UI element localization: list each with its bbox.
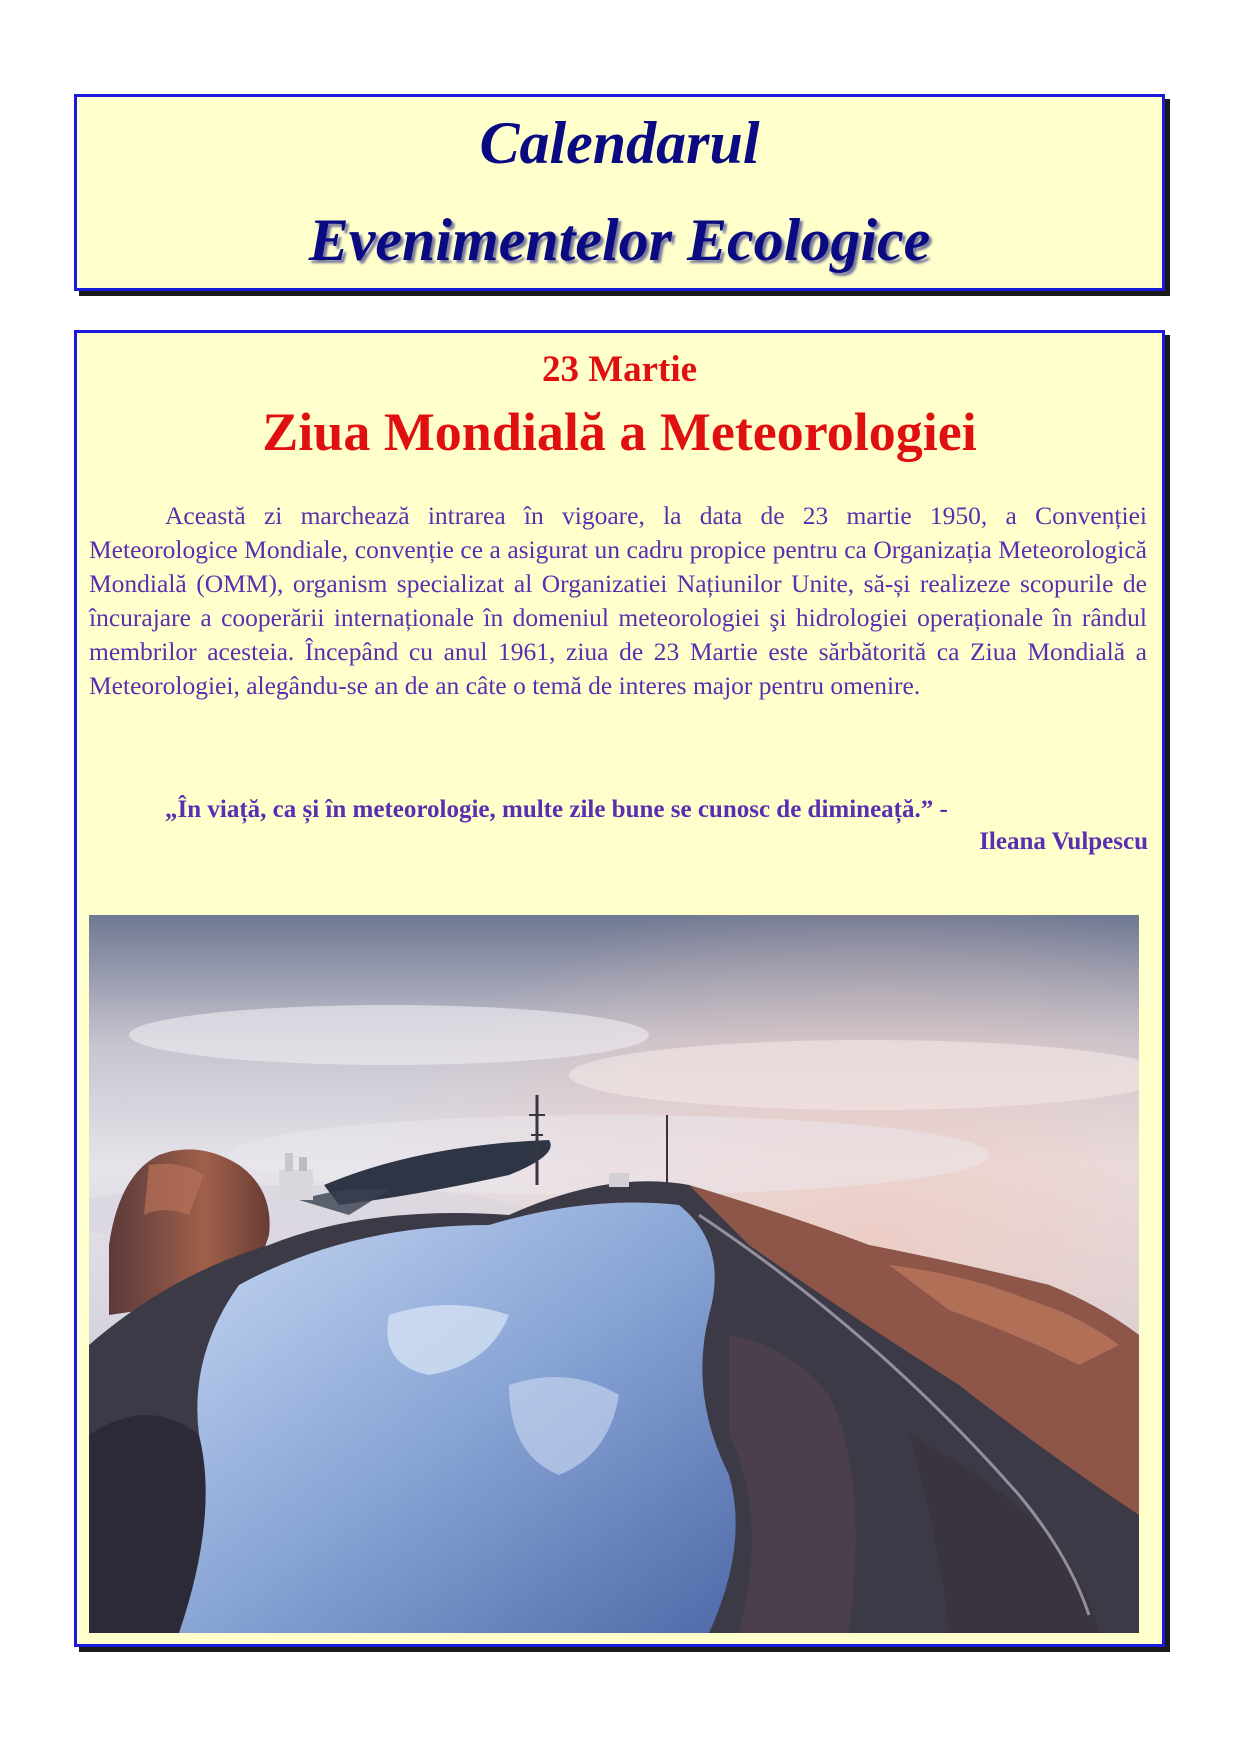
page-title-line-1: Calendarul [479, 110, 760, 176]
page-title-line-2: Evenimentelor Ecologice [308, 207, 931, 273]
content-box [74, 330, 1165, 1647]
event-name: Ziua Mondială a Meteorologiei [262, 402, 977, 462]
event-description: Această zi marchează intrarea în vigoare, la data de 23 martie 1950, a Convenției Meteorologice Mondiale, convenție ce a asigurat un cadru propice pentru ca Organizația Meteorologică Mondială (OMM), organism specializat al Organizatiei Națiunilor Unite, să-și realizeze scopurile de încurajare a cooperării internaționale în domeniul meteorologiei şi hidrologiei operaționale în rândul membrilor acesteia. Începând cu anul 1961, ziua de 23 Martie este sărbătorită ca Ziua Mondială a Meteorologiei, alegându-se an de an câte o temă de interes major pentru omenire. [89, 501, 1147, 700]
title-box [74, 94, 1165, 291]
event-date: 23 Martie [541, 349, 698, 390]
mountain-weather-station-photo [89, 915, 1139, 1633]
quote-author: Ileana Vulpescu [979, 828, 1148, 855]
quote-text: „În viață, ca și în meteorologie, multe zile bune se cunosc de dimineață.” - [165, 796, 948, 823]
